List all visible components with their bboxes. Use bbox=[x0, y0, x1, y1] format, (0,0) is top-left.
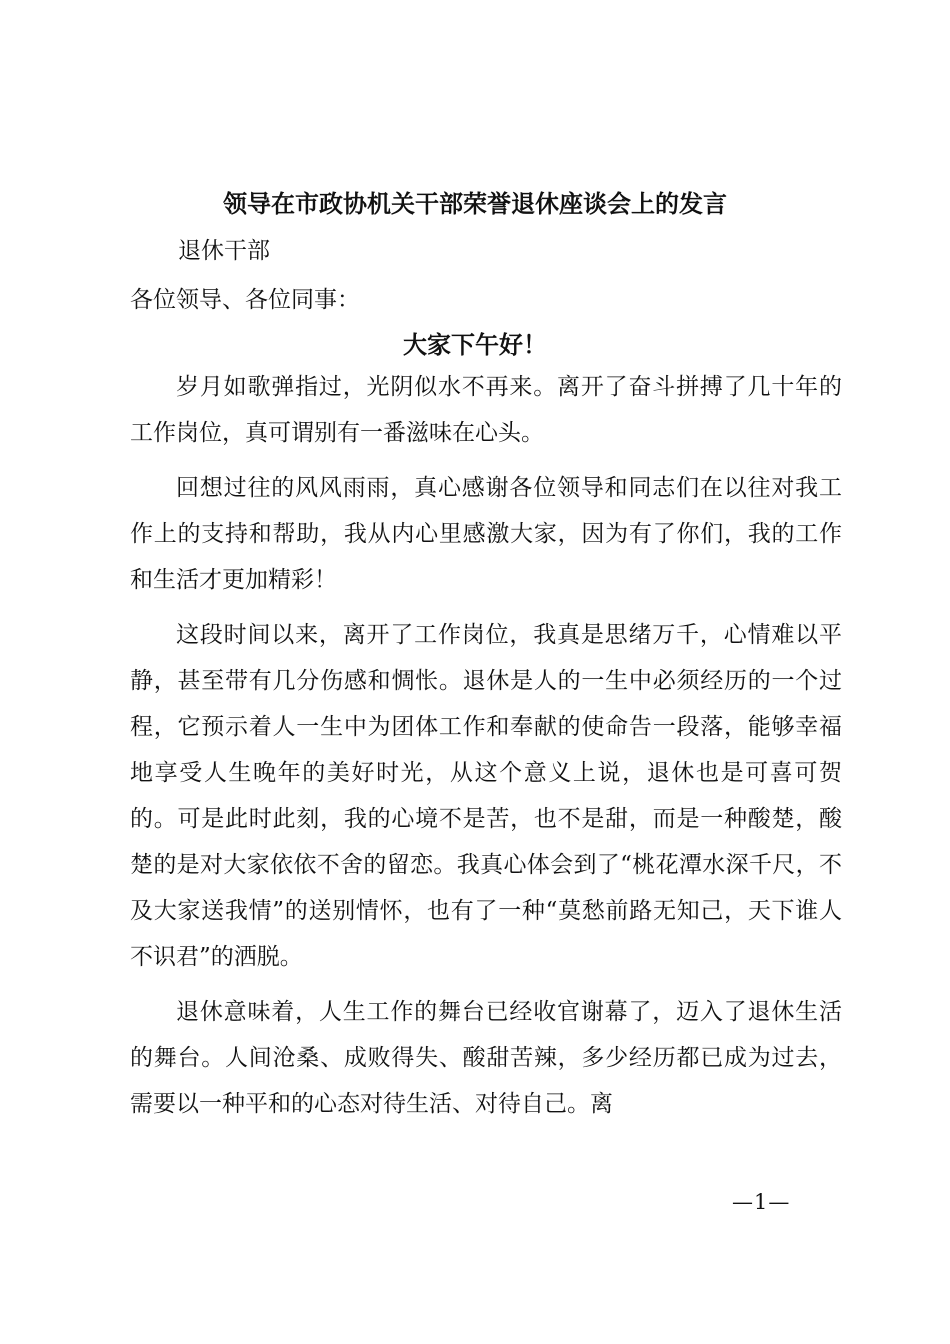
paragraph: 这段时间以来，离开了工作岗位，我真是思绪万千，心情难以平静，甚至带有几分伤感和惆怅。退休是人的一生中必须经历的一个过程，它预示着人一生中为团体工作和奉献的使命告一段落，能够幸福地享受人生晚年的美好时光，从这个意义上说，退休也是可喜可贺的。可是此时此刻，我的心境不是苦，也不是甜，而是一种酸楚，酸楚的是对大家依依不舍的留恋。我真心体会到了“桃花潭水深千尺，不及大家送我情”的送别情怀，也有了一种“莫愁前路无知己，天下谁人不识君”的洒脱。 bbox=[130, 622, 842, 970]
salutation: 各位领导、各位同事： bbox=[130, 287, 360, 313]
document-title: 领导在市政协机关干部荣誉退休座谈会上的发言 bbox=[223, 189, 727, 218]
author-line: 退休干部 bbox=[178, 238, 270, 264]
paragraph: 岁月如歌弹指过，光阴似水不再来。离开了奋斗拼搏了几十年的工作岗位，真可谓别有一番滋味在心头。 bbox=[130, 374, 842, 446]
body-text bbox=[130, 364, 842, 1136]
paragraph: 退休意味着，人生工作的舞台已经收官谢幕了，迈入了退休生活的舞台。人间沧桑、成败得失、酸甜苦辣，多少经历都已成为过去，需要以一种平和的心态对待生活、对待自己。离 bbox=[130, 999, 842, 1117]
greeting: 大家下午好！ bbox=[403, 330, 547, 359]
page-number: —1— bbox=[732, 1190, 791, 1214]
paragraph: 回想过往的风风雨雨，真心感谢各位领导和同志们在以往对我工作上的支持和帮助，我从内心里感激大家，因为有了你们，我的工作和生活才更加精彩！ bbox=[130, 475, 842, 593]
